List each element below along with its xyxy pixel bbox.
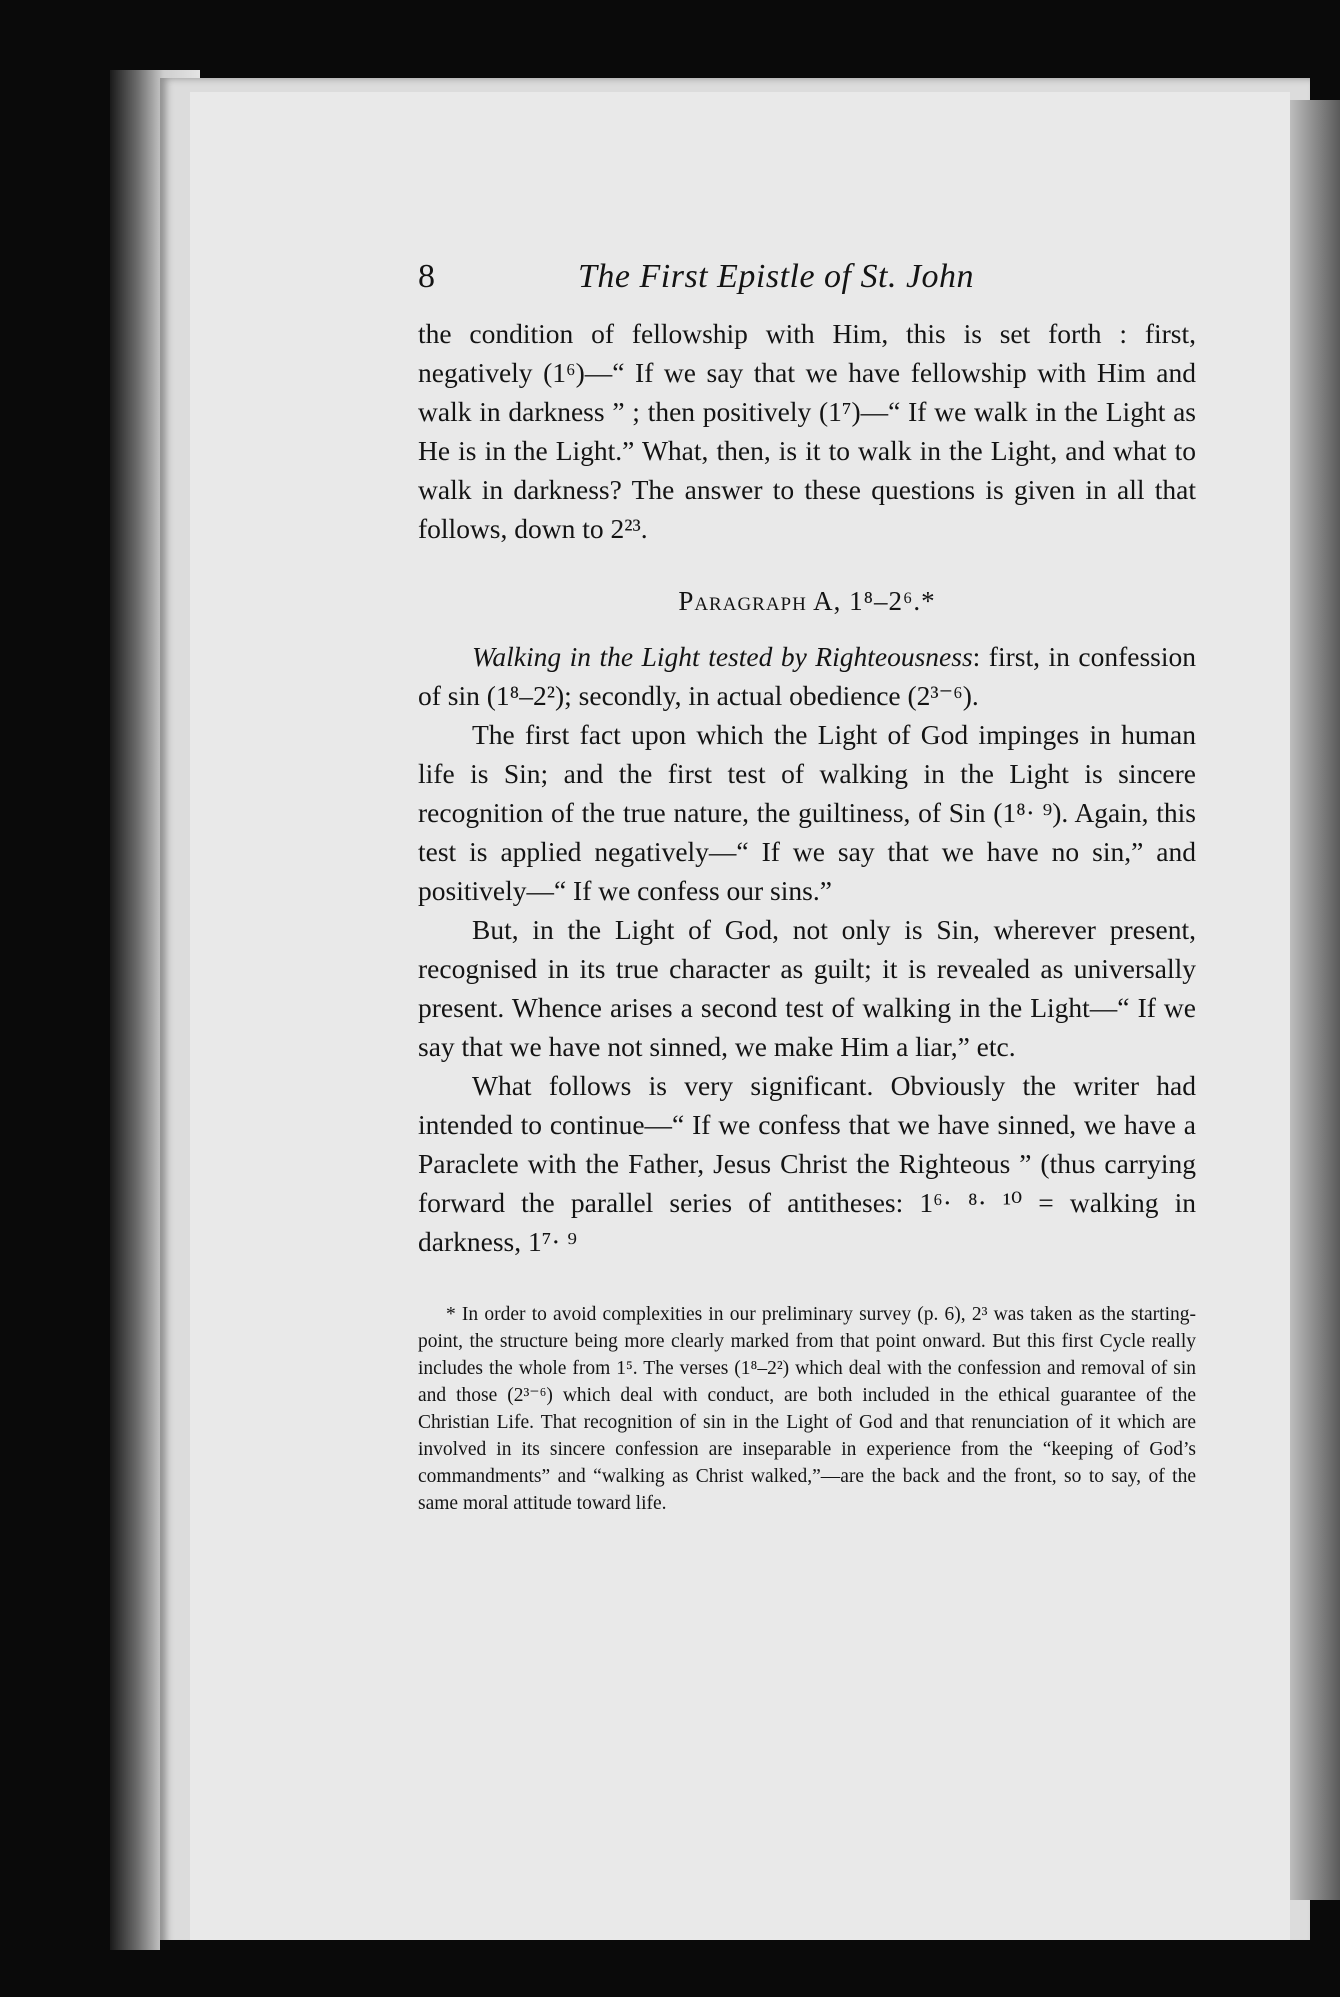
section-summary-italic: Walking in the Light tested by Righteousness: [472, 641, 973, 672]
section-heading-text: Paragraph A, 1⁸–2⁶.*: [678, 586, 936, 616]
running-title: The First Epistle of St. John: [578, 258, 975, 295]
paragraph-1: the condition of fellowship with Him, this is set forth : first, negatively (1⁶)—“ If we say that we have fellowship with Him and walk in darkness ” ; then positively (1⁷)—“ If we walk in the Light as He is in the Light.” What, then, is it to walk in the Light, and what to walk in darkness? The answer to these questions is given in all that follows, down to 2²³.: [418, 318, 1196, 544]
scan-bottom-edge: [160, 1940, 1310, 1997]
scan-right-edge: [1290, 100, 1340, 1900]
paragraph-2: The first fact upon which the Light of God impinges in human life is Sin; and the first test of walking in the Light is sincere recognition of the true nature, the guiltiness, of Sin (1⁸· ⁹). Again, this test is applied negatively—“ If we say that we have no sin,” and positively—“ If we confess our sins.”: [418, 719, 1196, 906]
body-text: [418, 314, 1196, 1261]
section-summary: [418, 637, 1196, 715]
paragraph-3: But, in the Light of God, not only is Sin, wherever present, recognised in its true character as guilt; it is revealed as universally present. Whence arises a second test of walking in the Light—“ If we say that we have not sinned, we make Him a liar,” etc.: [418, 914, 1196, 1062]
paragraph-4: What follows is very significant. Obviously the writer had intended to continue—“ If we confess that we have sinned, we have a Paraclete with the Father, Jesus Christ the Righteous ” (thus carrying forward the parallel series of antitheses: 1⁶· ⁸· ¹⁰ = walking in darkness, 1⁷· ⁹: [418, 1070, 1196, 1257]
page-number: 8: [418, 258, 435, 295]
footnote: * In order to avoid complexities in our preliminary survey (p. 6), 2³ was taken as the starting-point, the structure being more clearly marked from that point onward. But this first Cycle really includes the whole from 1⁵. The verses (1⁸–2²) which deal with the confession and removal of sin and those (2³⁻⁶) which deal with conduct, are both included in the ethical guarantee of the Christian Life. That recognition of sin in the Light of God and that renunciation of it which are involved in its sincere confession are inseparable in experience from the “keeping of God’s commandments” and “walking as Christ walked,”—are the back and the front, so to say, of the same moral attitude toward life.: [418, 1304, 1196, 1514]
section-heading: [418, 582, 1196, 621]
section-summary-rest: : first, in confession of sin (1⁸–2²); secondly, in actual obedience (2³⁻⁶).: [418, 641, 1196, 711]
running-head: [418, 258, 1196, 304]
page-content: [418, 258, 1196, 1537]
